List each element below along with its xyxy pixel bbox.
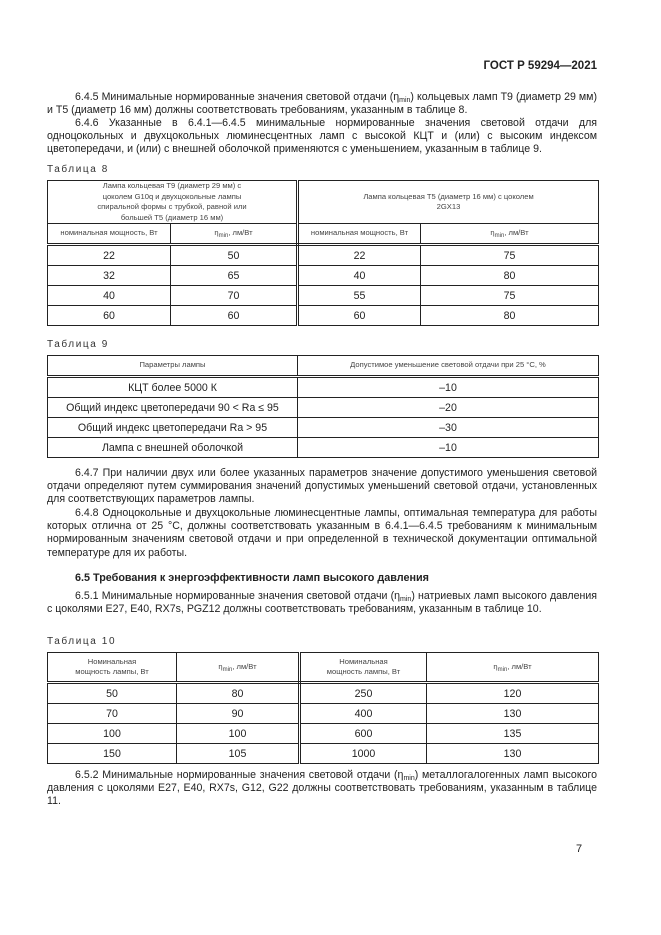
table-cell: –20	[298, 398, 599, 418]
text: ) кольцевых ламп Т9 (диаметр 29 мм) и Т5 (диаметр 16 мм) должны соответствовать требованиям, указанным в таблице 8.	[47, 91, 597, 117]
subscript: min	[400, 596, 412, 603]
text: ) натриевых ламп высокого давления с цоколями Е27, Е40, RX7s, PGZ12 должны соответствовать требованиям, указанным в таблице 10.	[47, 590, 597, 616]
text: 6.4.5 Минимальные нормированные значения световой отдачи (η	[75, 91, 400, 103]
table-cell: 70	[48, 704, 177, 724]
text: ) металлогалогенных ламп высокого давления с цоколями Е27, Е40, RX7s, G12, G22 должны соответствовать требованиям, указанным в таблице 11.	[47, 769, 597, 808]
table-cell: 60	[171, 306, 298, 326]
table-row	[48, 418, 599, 438]
table-row	[48, 398, 599, 418]
table-cell: 250	[300, 683, 427, 704]
col-reduction: Допустимое уменьшение световой отдачи при 25 °С, %	[298, 356, 599, 377]
table-row	[48, 724, 599, 744]
table-cell: 130	[427, 704, 599, 724]
col-power: Номинальная мощность лампы, Вт	[48, 653, 177, 683]
table-8-group-t9: Лампа кольцевая Т9 (диаметр 29 мм) с цоколем G10q и двухцокольные лампы спиральной формы с трубкой, равной или большей Т5 (диаметр 16 мм)	[48, 181, 298, 224]
table-row	[48, 377, 599, 398]
table-cell: –10	[298, 438, 599, 458]
table-cell: 1000	[300, 744, 427, 764]
table-cell: 40	[298, 266, 421, 286]
table-cell: 70	[171, 286, 298, 306]
paragraph-6-5-1	[47, 590, 597, 616]
table-cell: Общий индекс цветопередачи 90 < Ra ≤ 95	[48, 398, 298, 418]
text: 6.5.2 Минимальные нормированные значения световой отдачи (η	[75, 769, 404, 781]
table-row	[48, 245, 599, 266]
table-cell: 55	[298, 286, 421, 306]
col-eta: $\eta_{min}$, лм/Вт	[421, 224, 599, 245]
col-power: Номинальная мощность лампы, Вт	[300, 653, 427, 683]
table-cell: КЦТ более 5000 К	[48, 377, 298, 398]
table-cell: 400	[300, 704, 427, 724]
col-power: номинальная мощность, Вт	[48, 224, 171, 245]
table-cell: 65	[171, 266, 298, 286]
table-row	[48, 704, 599, 724]
table-8	[47, 180, 599, 326]
table-cell: 90	[177, 704, 300, 724]
table-cell: 120	[427, 683, 599, 704]
paragraph-6-4-6: 6.4.6 Указанные в 6.4.1—6.4.5 минимальные нормированные значения световой отдачи для одноцокольных и двухцокольных люминесцентных ламп с высокой КЦТ и (или) с высоким индексом цветопередачи, и (или) с внешней оболочкой применяются с уменьшением, указанным в таблице 9.	[47, 117, 597, 156]
table-cell: 60	[298, 306, 421, 326]
table-cell: 22	[298, 245, 421, 266]
page-number: 7	[576, 843, 583, 855]
table-cell: 105	[177, 744, 300, 764]
paragraph-6-4-5	[47, 91, 597, 117]
table-cell: Лампа с внешней оболочкой	[48, 438, 298, 458]
table-cell: 135	[427, 724, 599, 744]
table-cell: Общий индекс цветопередачи Ra > 95	[48, 418, 298, 438]
table-row	[48, 266, 599, 286]
subscript: min	[403, 775, 415, 782]
paragraph-6-4-7: 6.4.7 При наличии двух или более указанных параметров значение допустимого уменьшения световой отдачи определяют путем суммирования значений допустимых уменьшений световой отдачи, установленных для соответствующих параметров лампы.	[47, 467, 597, 506]
table-row	[48, 306, 599, 326]
paragraph-6-5-2	[47, 769, 597, 809]
table-row	[48, 683, 599, 704]
table-cell: 75	[421, 286, 599, 306]
table-cell: 50	[171, 245, 298, 266]
col-power: номинальная мощность, Вт	[298, 224, 421, 245]
table-cell: 80	[421, 266, 599, 286]
table-9-caption: Таблица 9	[47, 339, 109, 350]
subscript: min	[399, 97, 411, 104]
table-row	[48, 438, 599, 458]
col-parameters: Параметры лампы	[48, 356, 298, 377]
table-cell: 40	[48, 286, 171, 306]
table-cell: 50	[48, 683, 177, 704]
table-cell: 22	[48, 245, 171, 266]
table-cell: 32	[48, 266, 171, 286]
table-cell: 100	[177, 724, 300, 744]
paragraph-6-4-8: 6.4.8 Одноцокольные и двухцокольные люминесцентные лампы, оптимальная температура для работы которых отлична от 25 °С, должны соответствовать указанным в 6.4.1—6.4.5 требованиям к минимальным нормированным значениям световой отдачи и при определенной в технической документации оптимальной температуре для их работы.	[47, 507, 597, 559]
table-row	[48, 286, 599, 306]
text: 6.5.1 Минимальные нормированные значения световой отдачи (η	[75, 590, 401, 602]
table-cell: 150	[48, 744, 177, 764]
table-8-group-t5: Лампа кольцевая Т5 (диаметр 16 мм) с цоколем 2GX13	[298, 181, 599, 224]
section-heading-6-5: 6.5 Требования к энергоэффективности ламп высокого давления	[75, 572, 429, 584]
table-cell: 75	[421, 245, 599, 266]
col-eta: $\eta_{min}$, лм/Вт	[427, 653, 599, 683]
table-cell: 130	[427, 744, 599, 764]
col-eta: $\eta_{min}$, лм/Вт	[177, 653, 300, 683]
table-cell: –30	[298, 418, 599, 438]
table-cell: 60	[48, 306, 171, 326]
table-cell: 100	[48, 724, 177, 744]
table-8-caption: Таблица 8	[47, 164, 109, 175]
table-row	[48, 744, 599, 764]
document-header: ГОСТ Р 59294—2021	[483, 60, 597, 72]
table-10	[47, 652, 599, 764]
table-10-caption: Таблица 10	[47, 636, 117, 647]
table-cell: 80	[177, 683, 300, 704]
table-cell: 600	[300, 724, 427, 744]
table-cell: 80	[421, 306, 599, 326]
table-cell: –10	[298, 377, 599, 398]
col-eta: $\eta_{min}$, лм/Вт	[171, 224, 298, 245]
table-9	[47, 355, 599, 458]
